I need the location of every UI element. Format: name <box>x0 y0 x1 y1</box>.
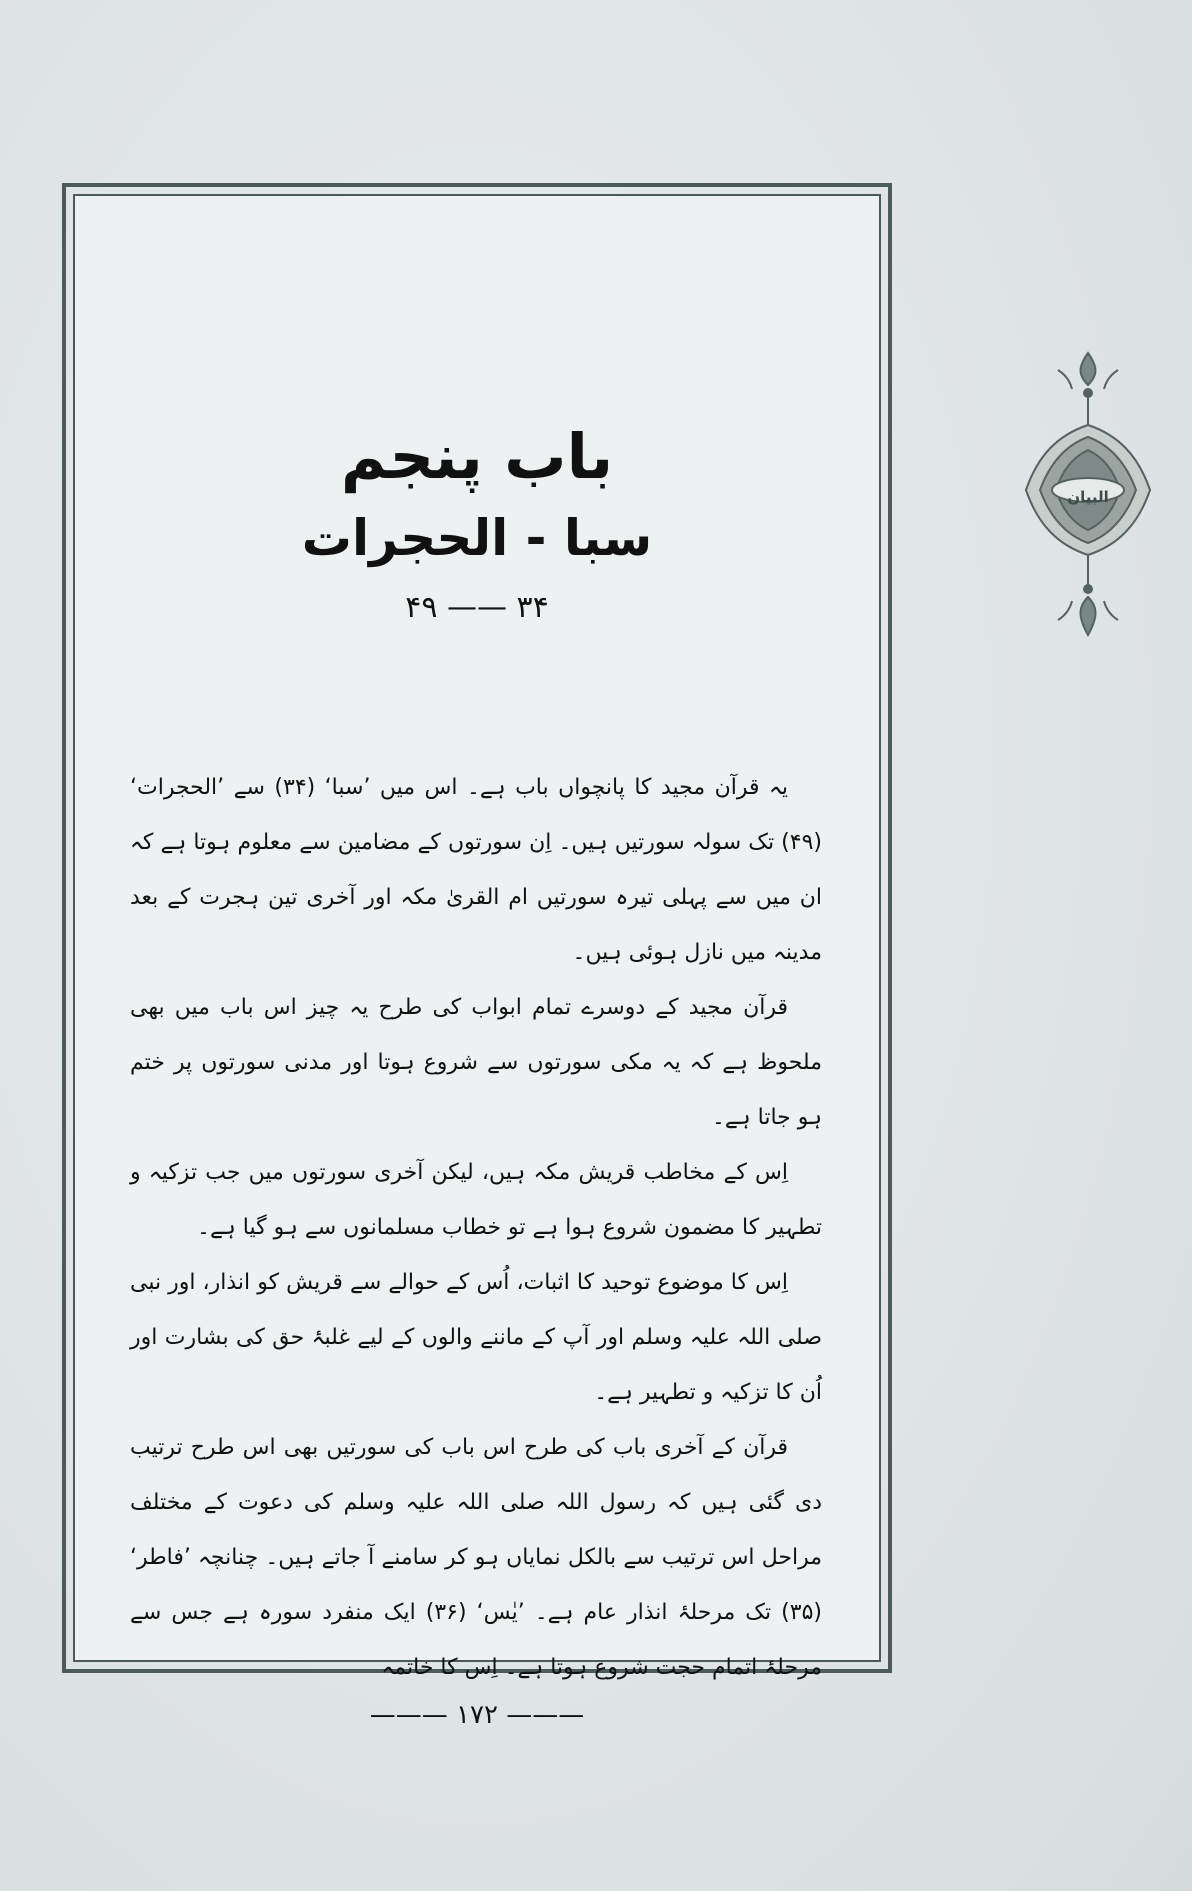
paragraph: اِس کا موضوع توحید کا اثبات، اُس کے حوالے سے قریش کو انذار، اور نبی صلی اللہ علیہ وسلم اور آپ کے ماننے والوں کے لیے غلبۂ حق کی بشارت اور اُن کا تزکیہ و تطہیر ہے۔ <box>130 1270 822 1405</box>
body-text <box>130 760 822 1695</box>
chapter-heading <box>73 420 881 625</box>
surah-range: سبا - الحجرات <box>301 509 653 568</box>
paragraph: قرآن کے آخری باب کی طرح اس باب کی سورتیں بھی اس طرح ترتیب دی گئی ہیں کہ رسول اللہ صلی اللہ علیہ وسلم کی دعوت کے مختلف مراحل اس ترتیب سے بالکل نمایاں ہو کر سامنے آ جاتے ہیں۔ چنانچہ ’فاطر‘ (۳۵) تک مرحلۂ انذار عام ہے۔ ’یٰس‘ (۳۶) ایک منفرد سورہ ہے جس سے مرحلۂ اتمام حجت شروع ہوتا ہے۔ اِس کا خاتمہ <box>130 1435 822 1680</box>
paragraph: یہ قرآن مجید کا پانچواں باب ہے۔ اس میں ’سبا‘ (۳۴) سے ’الحجرات‘ (۴۹) تک سولہ سورتیں ہیں۔ اِن سورتوں کے مضامین سے معلوم ہوتا ہے کہ ان میں سے پہلی تیرہ سورتیں ام القریٰ مکہ اور آخری تین ہجرت کے بعد مدینہ میں نازل ہوئی ہیں۔ <box>130 775 822 965</box>
chapter-title: باب پنجم <box>340 420 614 493</box>
paragraph: اِس کے مخاطب قریش مکہ ہیں، لیکن آخری سورتوں میں جب تزکیہ و تطہیر کا مضمون شروع ہوا ہے تو خطاب مسلمانوں سے ہو گیا ہے۔ <box>130 1160 822 1240</box>
page-number: ——— ۱۷۲ ——— <box>369 1700 585 1730</box>
ornament-label: البیان <box>1067 488 1109 506</box>
paragraph: قرآن مجید کے دوسرے تمام ابواب کی طرح یہ چیز اس باب میں بھی ملحوظ ہے کہ یہ مکی سورتوں سے شروع ہوتا اور مدنی سورتوں پر ختم ہو جاتا ہے۔ <box>130 995 822 1130</box>
surah-number-range: ۳۴ —— ۴۹ <box>405 590 549 626</box>
